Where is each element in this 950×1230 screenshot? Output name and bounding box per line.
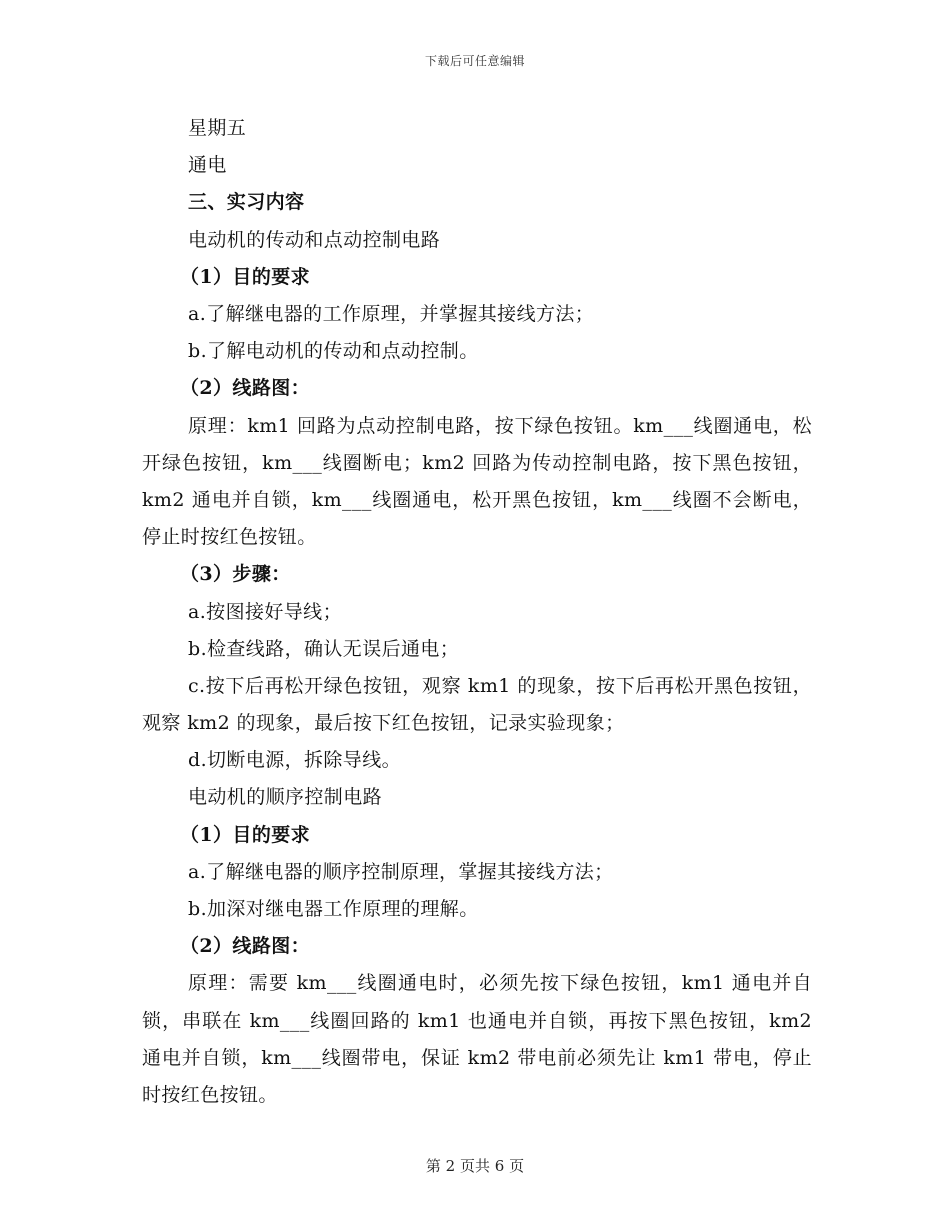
subheading: （2）线路图：	[180, 377, 311, 400]
list-item: d.切断电源，拆除导线。	[188, 749, 402, 772]
list-item: b.了解电动机的传动和点动控制。	[188, 340, 479, 363]
subheading: （1）目的要求	[180, 823, 311, 846]
subheading: （1）目的要求	[180, 265, 311, 288]
text-line: 通电	[188, 154, 227, 177]
paragraph: c.按下后再松开绿色按钮，观察 km1 的现象，按下后再松开黑色按钮，观察 km2 的现象，最后按下红色按钮，记录实验现象；	[142, 674, 812, 735]
paragraph: 原理：需要 km___线圈通电时，必须先按下绿色按钮，km1 通电并自锁，串联在 km___线圈回路的 km1 也通电并自锁，再按下黑色按钮，km2 通电并自锁，km___线圈带电，保证 km2 带电前必须先让 km1 带电，停止时按红色按钮。	[142, 972, 812, 1107]
page-header: 下载后可任意编辑	[424, 54, 525, 68]
page-footer: 第 2 页共 6 页	[425, 1157, 525, 1175]
list-item: a.了解继电器的顺序控制原理，掌握其接线方法；	[188, 860, 614, 883]
subheading: （2）线路图：	[180, 935, 311, 958]
subsection-title: 电动机的顺序控制电路	[188, 786, 383, 809]
section-heading: 三、实习内容	[188, 191, 305, 214]
list-item: b.加深对继电器工作原理的理解。	[188, 898, 479, 921]
text-line: 星期五	[188, 117, 247, 139]
list-item: a.了解继电器的工作原理，并掌握其接线方法；	[188, 302, 595, 325]
subheading: （3）步骤：	[180, 563, 291, 586]
subsection-title: 电动机的传动和点动控制电路	[188, 228, 441, 251]
paragraph: 原理：km1 回路为点动控制电路，按下绿色按钮。km___线圈通电，松开绿色按钮，km___线圈断电；km2 回路为传动控制电路，按下黑色按钮，km2 通电并自锁，km___线圈通电，松开黑色按钮，km___线圈不会断电，停止时按红色按钮。	[142, 414, 812, 549]
document-body	[142, 110, 812, 1114]
list-item: b.检查线路，确认无误后通电；	[188, 637, 460, 660]
list-item: a.按图接好导线；	[188, 600, 342, 623]
